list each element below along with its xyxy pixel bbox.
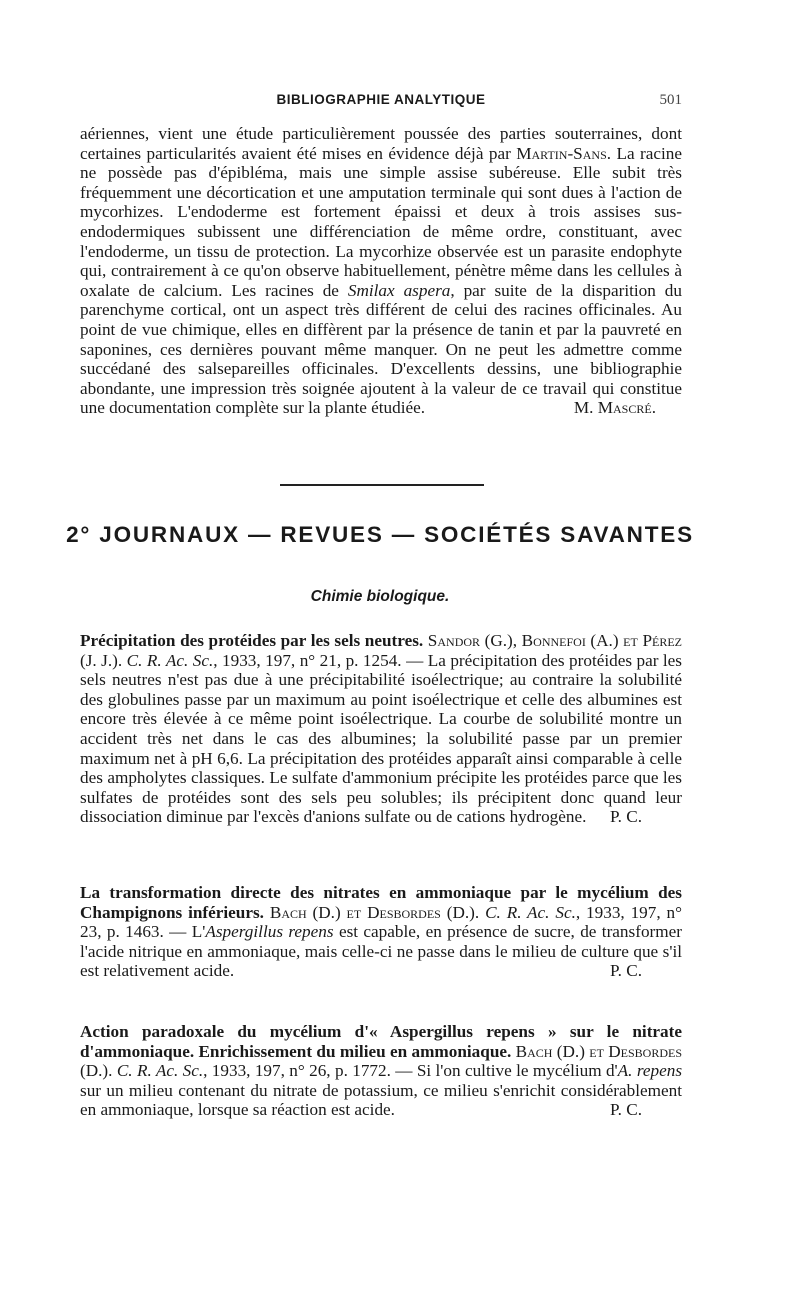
subsection-heading: Chimie biologique. xyxy=(310,588,450,605)
article-1-body: La précipitation des protéides par les sels neutres n'est pas due à une précipitabilité isoélectrique; au contraire la solubilité des globulines passe par un maximum au point isoélectrique et celle des albumines est encore très élevée à ce même point isoélectrique. La courbe de solubilité montre un accident très net dans le cas des albumines; la solubilité passe par un premier maximum net à pH 6,6. La précipitation des protéides apparaît ainsi comparable à celle des ampholytes classiques. Le sulfate d'ammonium précipite les protéides parce que les sulfates de protéides sont des sels peu solubles; ils précipitent donc quand leur dissociation diminue par l'excès d'anions sulfate ou de cations hydrogène. xyxy=(80,650,682,827)
intro-paragraph xyxy=(80,124,682,418)
article-3-signature: P. C. xyxy=(609,1100,642,1120)
article-2-journal: C. R. Ac. Sc. xyxy=(485,902,576,922)
article-3-body: sur un milieu contenant du nitrate de potassium, ce milieu s'enrichit considérablement en ammoniaque, lorsque sa réaction est acide. xyxy=(80,1080,682,1120)
article-3-citation: , 1933, 197, n° 26, p. 1772. — Si l'on cultive le mycélium d' xyxy=(203,1061,618,1081)
article-3-authors: Bach (D.) et Desbordes (D.). xyxy=(80,1041,682,1081)
article-3 xyxy=(80,1022,682,1120)
intro-signature: M. Mascré. xyxy=(573,398,656,418)
section-heading: 2° JOURNAUX — REVUES — SOCIÉTÉS SAVANTES xyxy=(66,522,694,547)
article-1-signature: P. C. xyxy=(609,807,642,827)
intro-text-3: , par suite de la disparition du parenchyme cortical, ont un aspect très différent de celui des racines officinales. Au point de vue chimique, elles en diffèrent par la présence de tanin et par la pauvreté en saponines, ces dernières pouvant même manquer. On ne peut les admettre comme succédané des salsepareilles officinales. D'excellents dessins, une bibliographie abondante, une impression très soignée ajoutent à la valeur de ce travail qui constitue une documentation complète sur la plante étudiée. xyxy=(80,280,682,418)
section-divider xyxy=(280,484,484,486)
article-1-journal: C. R. Ac. Sc. xyxy=(126,650,214,670)
article-2-authors: Bach (D.) et Desbordes (D.). xyxy=(269,902,480,922)
article-2-title: La transformation directe des nitrates en ammoniaque par le mycélium des Champignons inférieurs. xyxy=(80,883,682,922)
intro-text-2: . La racine ne possède pas d'épibléma, mais une simple assise subéreuse. Elle subit très fréquemment une décortication et une amputation terminale qui sont dues à l'action de mycorhizes. L'endoderme est fortement épaissi et deux à trois assises sus-endodermiques subissent une différenciation de même ordre, constituant, avec l'endoderme, un tissu de protection. La mycorhize observée est un parasite endophyte qui, contrairement à ce qu'on observe habituellement, pénètre même dans les cellules à oxalate de calcium. Les racines de xyxy=(80,143,682,300)
article-1 xyxy=(80,631,682,827)
article-2-signature: P. C. xyxy=(609,961,642,981)
article-1-citation: , 1933, 197, n° 21, p. 1254. — xyxy=(213,650,428,670)
article-2-citation: , 1933, 197, n° 23, p. 1463. — L' xyxy=(80,902,683,942)
article-3-species: A. repens xyxy=(617,1061,683,1081)
article-1-authors: Sandor (G.), Bonnefoi (A.) et Pérez (J. J.). xyxy=(80,631,682,670)
page-number: 501 xyxy=(659,92,682,108)
intro-species: Smilax aspera xyxy=(347,280,451,300)
running-head xyxy=(80,92,682,112)
article-2-body: est capable, en présence de sucre, de transformer l'acide nitrique en ammoniaque, mais celle-ci ne passe dans le milieu de culture que s'il est relativement acide. xyxy=(80,922,682,981)
article-3-journal: C. R. Ac. Sc. xyxy=(116,1061,204,1081)
intro-author: Martin-Sans xyxy=(516,143,607,163)
article-3-title: Action paradoxale du mycélium d'« Aspergillus repens » sur le nitrate d'ammoniaque. Enrichissement du milieu en ammoniaque. xyxy=(80,1022,682,1061)
article-2-species: Aspergillus repens xyxy=(205,922,334,942)
article-2 xyxy=(80,883,682,981)
intro-text-1: aériennes, vient une étude particulièrement poussée des parties souterraines, dont certaines particularités avaient été mises en évidence déjà par xyxy=(80,124,682,163)
running-title: BIBLIOGRAPHIE ANALYTIQUE xyxy=(276,92,486,107)
article-1-title: Précipitation des protéides par les sels neutres. xyxy=(80,631,424,650)
